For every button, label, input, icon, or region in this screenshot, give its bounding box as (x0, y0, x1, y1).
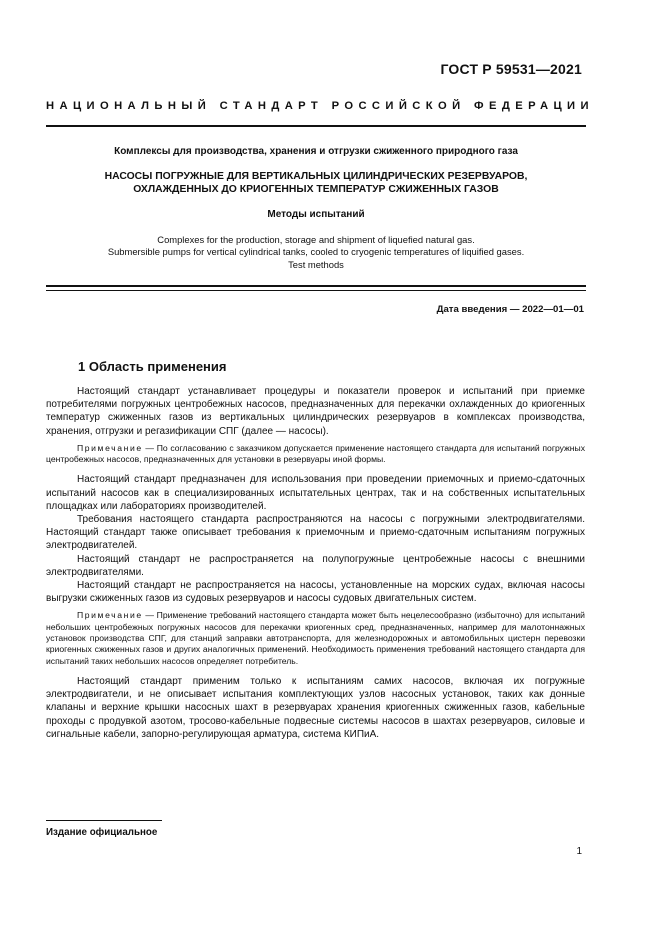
paragraph: Настоящий стандарт не распространяется на насосы, установленные на морских судах, включая насосы выгрузки сжиженных газов из судовых резервуаров и насосы судовых двигательных систем. (46, 580, 585, 605)
official-edition: Издание официальное (46, 827, 158, 838)
paragraph: Настоящий стандарт не распространяется на полупогружные центробежные насосы с внешними электродвигателями. (46, 553, 585, 578)
note (46, 610, 585, 666)
header-divider (46, 125, 586, 127)
introduction-date: Дата введения — 2022—01—01 (436, 304, 584, 315)
paragraph: Настоящий стандарт предназначен для использования при проведении приемочных и приемо-сдаточных испытаний насосов как в специализированных испытательных центрах, так и на собственных испытательных площадках или лабораториях производителей. (46, 474, 585, 512)
note-text: — Применение требований настоящего стандарта может быть нецелесообразно (избыточно) для испытаний небольших центробежных погружных насосов для перекачки криогенных сред, предназначенных, например для малотоннажных установок производства СПГ, для станций заправки автотранспорта, для железнодорожных и автомобильных цистерн перевозки криогенных сжиженных газов и других аналогичных применений. Необходимость применения требований настоящего стандарта для испытаний таких небольших насосов определяет потребитель. (46, 610, 585, 666)
complex-title: Комплексы для производства, хранения и отгрузки сжиженного природного газа (114, 146, 518, 157)
page-number: 1 (576, 846, 582, 857)
note-label: Примечание (77, 442, 143, 453)
note (46, 443, 585, 466)
gost-number: ГОСТ Р 59531—2021 (440, 61, 582, 77)
english-title-line-2: Submersible pumps for vertical cylindrical tanks, cooled to cryogenic temperatures of liquified gases. (107, 246, 525, 258)
english-title-line-1: Complexes for the production, storage and shipment of liquefied natural gas. (157, 234, 475, 245)
main-title (60, 170, 572, 196)
title-divider-thin (46, 290, 586, 291)
section-body (46, 385, 585, 741)
paragraph: Требования настоящего стандарта распространяются на насосы с погружными электродвигателями. Настоящий стандарт также описывает требования к приемочным и приемо-сдаточным испытаниям погружных электродвигателей. (46, 514, 585, 552)
note-label: Примечание (77, 610, 143, 621)
english-title (46, 234, 586, 271)
main-title-line-1: НАСОСЫ ПОГРУЖНЫЕ ДЛЯ ВЕРТИКАЛЬНЫХ ЦИЛИНДРИЧЕСКИХ РЕЗЕРВУАРОВ, (104, 171, 528, 182)
footer-divider (46, 820, 162, 821)
national-standard-heading: НАЦИОНАЛЬНЫЙ СТАНДАРТ РОССИЙСКОЙ ФЕДЕРАЦИИ (46, 100, 594, 112)
section-heading: 1 Область применения (78, 359, 227, 374)
paragraph: Настоящий стандарт устанавливает процедуры и показатели проверок и испытаний при приемке потребителями погружных центробежных насосов, предназначенных для перекачки охлажденных до криогенных температур сжиженных газов из вертикальных цилиндрических резервуаров в комплексах производства, хранения, отгрузки и регазификации СПГ (далее — насосы). (46, 386, 585, 437)
note-text: — По согласованию с заказчиком допускается применение настоящего стандарта для испытаний погружных центробежных насосов, предназначенных для установки в резервуары иной формы. (46, 442, 585, 465)
english-title-line-3: Test methods (288, 258, 344, 270)
methods-subtitle: Методы испытаний (267, 209, 365, 220)
title-divider-thick (46, 285, 586, 287)
paragraph: Настоящий стандарт применим только к испытаниям самих насосов, включая их погружные электродвигатели, и не описывает испытания комплектующих узлов насосных установок, таких как донные клапаны и верхние крышки насосных шахт в резервуарах хранения криогенных сжиженных газов, кабельные проходы с продувкой азотом, тросово-кабельные подвесные системы насосов в шахтах резервуаров, силовые и сигнальные кабели, запорно-регулирующая арматура, система КИПиА. (46, 675, 585, 740)
main-title-line-2: ОХЛАЖДЕННЫХ ДО КРИОГЕННЫХ ТЕМПЕРАТУР СЖИЖЕННЫХ ГАЗОВ (133, 184, 499, 195)
